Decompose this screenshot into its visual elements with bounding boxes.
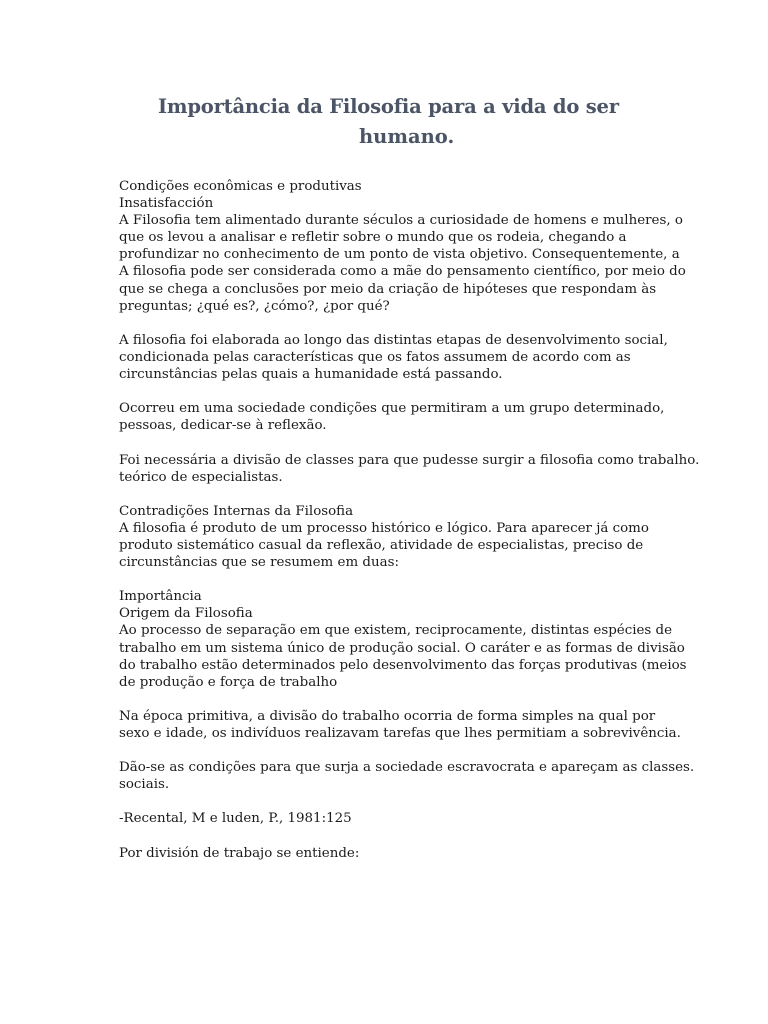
paragraph-gap <box>119 571 709 588</box>
text-line: Dão-se as condições para que surja a sociedade escravocrata e apareçam as classes. <box>119 760 695 776</box>
text-line: produto sistemático casual da reflexão, atividade de especialistas, preciso de <box>119 537 644 553</box>
title-line-2: humano. <box>359 125 455 148</box>
text-line: que se chega a conclusões por meio da criação de hipóteses que respondam às <box>119 281 657 297</box>
text-line: Na época primitiva, a divisão do trabalho ocorria de forma simples na qual por <box>119 708 656 724</box>
paragraph-gap <box>119 486 709 503</box>
document-body <box>119 178 709 862</box>
document-title <box>120 92 680 152</box>
text-line: circunstâncias pelas quais a humanidade está passando. <box>119 367 503 383</box>
text-line: de produção e força de trabalho <box>119 674 338 690</box>
paragraph-gap <box>119 828 709 845</box>
text-line: A filosofia pode ser considerada como a mãe do pensamento científico, por meio do <box>119 264 686 280</box>
paragraph-gap <box>119 691 709 708</box>
text-line: A filosofia foi elaborada ao longo das distintas etapas de desenvolvimento social, <box>119 332 668 348</box>
text-line: Contradições Internas da Filosofia <box>119 503 354 519</box>
text-line: Importância <box>119 589 202 605</box>
paragraph-gap <box>119 434 709 451</box>
text-line: Insatisfacción <box>119 196 214 212</box>
text-line: sociais. <box>119 777 170 793</box>
text-line: Origem da Filosofia <box>119 606 253 622</box>
text-line: profundizar no conhecimento de um ponto de vista objetivo. Consequentemente, a <box>119 247 680 263</box>
text-line: que os levou a analisar e refletir sobre o mundo que os rodeia, chegando a <box>119 230 627 246</box>
text-line: A filosofia é produto de um processo histórico e lógico. Para aparecer já como <box>119 520 649 536</box>
text-line: Condições econômicas e produtivas <box>119 179 362 194</box>
text-line: -Recental, M e luden, P., 1981:125 <box>119 811 352 827</box>
paragraph-gap <box>119 742 709 759</box>
text-line: circunstâncias que se resumem em duas: <box>119 555 399 571</box>
paragraph-gap <box>119 793 709 810</box>
text-line: Por división de trabajo se entiende: <box>119 845 360 861</box>
text-line: A Filosofia tem alimentado durante séculos a curiosidade de homens e mulheres, o <box>119 213 683 229</box>
text-line: pessoas, dedicar-se à reflexão. <box>119 418 327 434</box>
text-line: Foi necessária a divisão de classes para que pudesse surgir a filosofia como trabalho. <box>119 452 700 468</box>
text-line: teórico de especialistas. <box>119 469 283 485</box>
paragraph-gap <box>119 383 709 400</box>
text-line: do trabalho estão determinados pelo desenvolvimento das forças produtivas (meios <box>119 657 687 673</box>
text-line: Ocorreu em uma sociedade condições que permitiram a um grupo determinado, <box>119 401 665 417</box>
text-line: preguntas; ¿qué es?, ¿cómo?, ¿por qué? <box>119 298 390 314</box>
text-line: Ao processo de separação em que existem, reciprocamente, distintas espécies de <box>119 623 673 639</box>
text-line: sexo e idade, os indivíduos realizavam tarefas que lhes permitiam a sobrevivência. <box>119 726 681 741</box>
title-line-1: Importância da Filosofia para a vida do ser <box>158 95 619 118</box>
paragraph-gap <box>119 315 709 332</box>
text-line: trabalho em um sistema único de produção social. O caráter e as formas de divisão <box>119 640 685 656</box>
text-line: condicionada pelas características que os fatos assumem de acordo com as <box>119 349 631 365</box>
